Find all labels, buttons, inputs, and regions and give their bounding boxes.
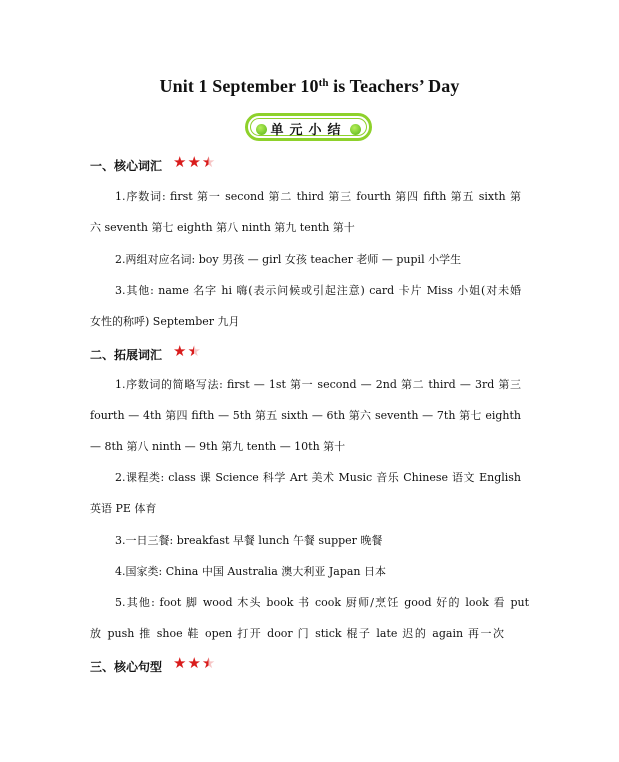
star-icon: ★ — [173, 342, 187, 360]
half-star-icon: ★ — [201, 153, 216, 171]
star-icon: ★ — [187, 153, 201, 171]
section-heading-extended-vocabulary: 二、拓展词汇 — [90, 348, 163, 362]
text-line: 4.国家类: China 中国 Australia 澳大利亚 Japan 日本 — [115, 565, 386, 578]
badge-label: 单元小结 — [270, 123, 347, 138]
rating-stars — [173, 344, 201, 359]
rating-stars — [173, 656, 215, 671]
star-icon: ★ — [173, 153, 187, 171]
half-star-icon: ★ — [201, 654, 216, 672]
text-line: 2.两组对应名词: boy 男孩 — girl 女孩 teacher 老师 — pupil 小学生 — [115, 253, 462, 266]
text-line: 3.一日三餐: breakfast 早餐 lunch 午餐 supper 晚餐 — [115, 534, 383, 547]
text-line: 1.序数词的简略写法: first — 1st 第一 second — 2nd 第二 third — 3rd 第三 — [115, 378, 521, 391]
unit-summary-badge — [245, 113, 372, 141]
rating-stars — [173, 155, 215, 170]
half-star-icon: ★ — [187, 342, 201, 360]
title-superscript: th — [318, 77, 329, 89]
page-title — [0, 76, 619, 97]
text-line: 六 seventh 第七 eighth 第八 ninth 第九 tenth 第十 — [90, 221, 355, 234]
title-rest: is Teachers’ Day — [328, 76, 460, 96]
text-line: 放 push 推 shoe 鞋 open 打开 door 门 stick 棍子 late 迟的 again 再一次 — [90, 627, 504, 640]
title-main: Unit 1 September 10 — [159, 76, 319, 96]
text-line: 2.课程类: class 课 Science 科学 Art 美术 Music 音乐 Chinese 语文 English — [115, 471, 521, 484]
text-line: — 8th 第八 ninth — 9th 第九 tenth — 10th 第十 — [90, 440, 346, 453]
text-line: 1.序数词: first 第一 second 第二 third 第三 fourth 第四 fifth 第五 sixth 第 — [115, 190, 521, 203]
star-icon: ★ — [173, 654, 187, 672]
text-line: 3.其他: name 名字 hi 嗨(表示问候或引起注意) card 卡片 Miss 小姐(对未婚 — [115, 284, 521, 297]
text-line: fourth — 4th 第四 fifth — 5th 第五 sixth — 6th 第六 seventh — 7th 第七 eighth — [90, 409, 521, 422]
text-line: 5.其他: foot 脚 wood 木头 book 书 cook 厨师/烹饪 good 好的 look 看 put — [115, 596, 529, 609]
text-line: 英语 PE 体育 — [90, 502, 157, 515]
star-icon: ★ — [187, 654, 201, 672]
section-heading-core-vocabulary: 一、核心词汇 — [90, 159, 163, 173]
text-line: 女性的称呼) September 九月 — [90, 315, 240, 328]
section-heading-core-sentences: 三、核心句型 — [90, 660, 163, 674]
